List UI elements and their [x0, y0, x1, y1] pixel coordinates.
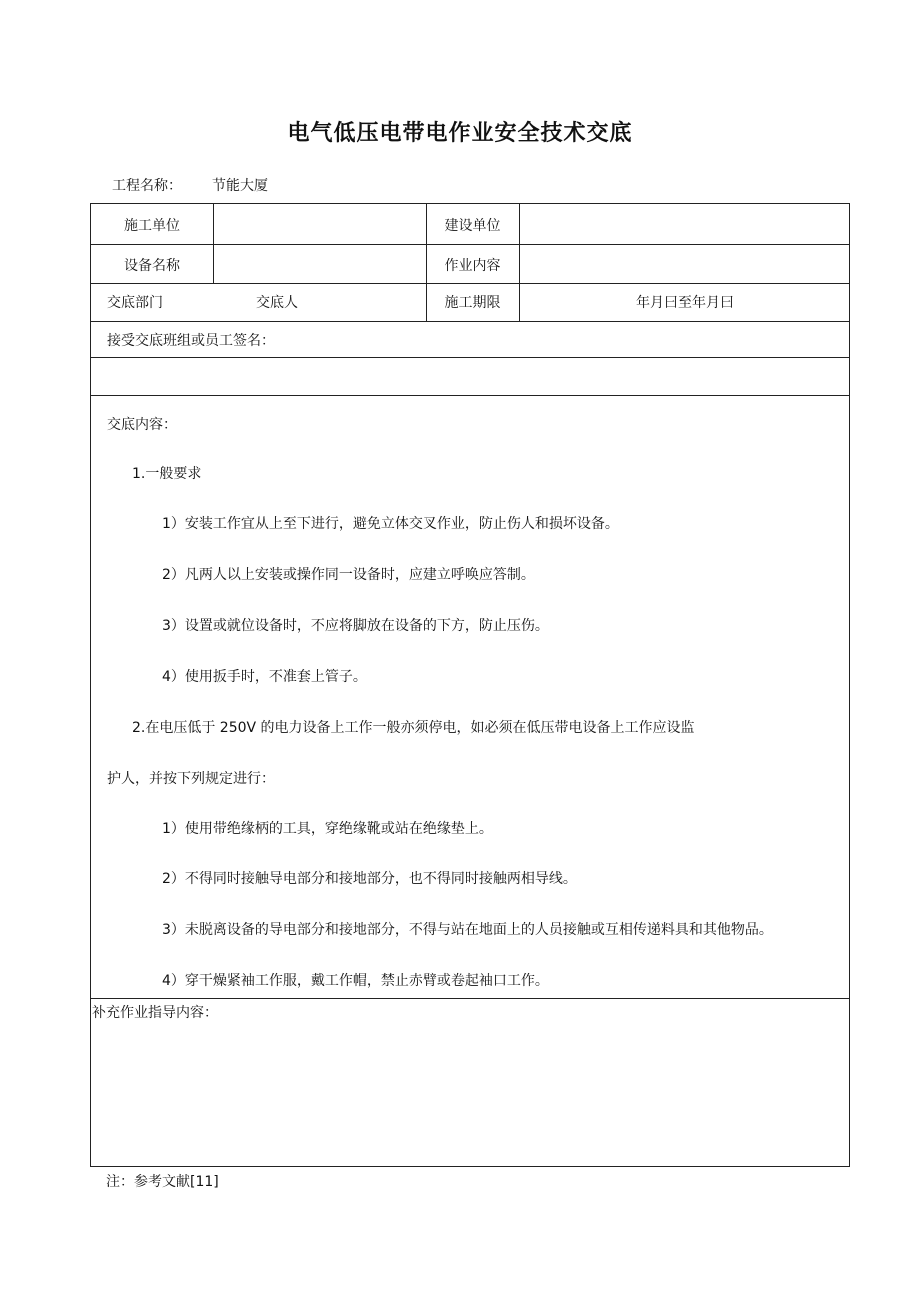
signature-label: 接受交底班组或员工签名：: [107, 333, 275, 349]
work-content-label: 作业内容: [444, 258, 501, 274]
section-2-item: 1）使用带绝缘柄的工具，穿绝缘靴或站在绝缘垫上。: [162, 821, 493, 837]
section-2-item: 2）不得同时接触导电部分和接地部分，也不得同时接触两相导线。: [162, 871, 577, 887]
row-divider: [91, 283, 849, 284]
construction-period-value: 年月曰至年月曰: [636, 295, 734, 311]
section-2-item: 4）穿干燥紧袖工作服，戴工作帽，禁止赤臂或卷起袖口工作。: [162, 973, 549, 989]
section-2-item: 3）未脱离设备的导电部分和接地部分，不得与站在地面上的人员接触或互相传递料具和其他物品。: [162, 922, 773, 938]
section-2-heading: 2.在电压低于 250V 的电力设备上工作一般亦须停电，如必须在低压带电设备上工作应设监: [132, 720, 695, 736]
briefing-form-table: [90, 203, 850, 1167]
section-1-item: 3）设置或就位设备时，不应将脚放在设备的下方，防止压伤。: [162, 618, 549, 634]
project-label: 工程名称：: [112, 178, 182, 194]
section-2-heading-continued: 护人，并按下列规定进行：: [107, 771, 275, 787]
row-divider: [91, 244, 849, 245]
row-divider: [91, 395, 849, 396]
client-unit-label: 建设单位: [444, 218, 501, 234]
document-title: 电气低压电带电作业安全技术交底: [287, 120, 633, 146]
equipment-name-label: 设备名称: [124, 258, 180, 274]
reference-note: 注：参考文献[11]: [106, 1174, 219, 1190]
section-1-heading: 1.一般要求: [132, 466, 202, 482]
section-1-item: 2）凡两人以上安装或操作同一设备时，应建立呼唤应答制。: [162, 567, 535, 583]
supplement-label: 补充作业指导内容：: [92, 1005, 218, 1021]
content-heading: 交底内容：: [107, 417, 177, 433]
signature-area[interactable]: [91, 358, 851, 395]
row-divider: [91, 321, 849, 322]
row-divider: [91, 998, 849, 999]
briefing-person-label: 交底人: [256, 295, 298, 311]
project-line: [112, 175, 268, 195]
project-name: 节能大厦: [212, 178, 268, 194]
construction-unit-label: 施工单位: [124, 218, 180, 234]
section-1-item: 1）安装工作宜从上至下进行，避免立体交叉作业，防止伤人和损坏设备。: [162, 516, 619, 532]
supplement-area[interactable]: [91, 1022, 851, 1166]
briefing-department-label: 交底部门: [107, 295, 163, 311]
section-1-item: 4）使用扳手时，不准套上管子。: [162, 669, 367, 685]
column-divider: [213, 204, 214, 283]
construction-period-label: 施工期限: [444, 295, 501, 311]
